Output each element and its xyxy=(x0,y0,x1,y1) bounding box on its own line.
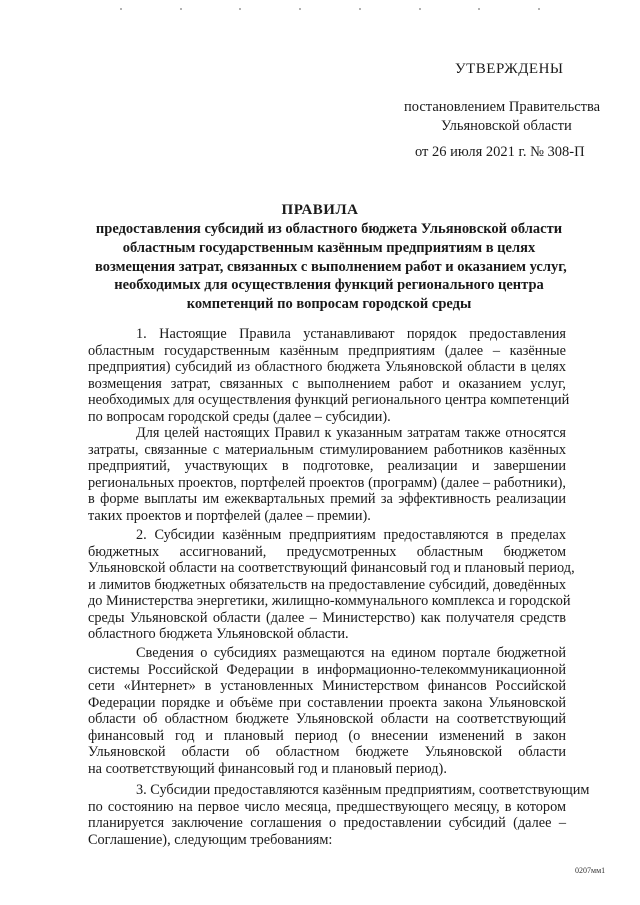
paragraph-5 xyxy=(88,782,590,848)
paragraph-line: предприятия) субсидий из областного бюджета Ульяновской области в целях xyxy=(88,359,566,375)
paragraph-line: системы Российской Федерации в информационно-телекоммуникационной xyxy=(88,661,566,678)
paragraph-line: областным государственным казённым предприятиям (далее – казённые xyxy=(88,342,566,359)
paragraph-line: необходимых для осуществления функций регионального центра компетенций xyxy=(88,392,570,408)
decree-line-3: от 26 июля 2021 г. № 308-П xyxy=(415,144,585,160)
subtitle-line: возмещения затрат, связанных с выполнением работ и оказанием услуг, xyxy=(95,258,567,275)
paragraph-line: бюджетных ассигнований, предусмотренных областным бюджетом xyxy=(88,543,566,560)
paragraph-line: сети «Интернет» в установленных Министерством финансов Российской xyxy=(88,678,566,694)
paragraph-2 xyxy=(88,425,566,524)
paragraph-line: по состоянию на первое число месяца, предшествующего месяцу, в котором xyxy=(88,798,566,815)
paragraph-line: и лимитов бюджетных обязательств на предоставление субсидий, доведённых xyxy=(88,576,566,593)
paragraph-line: Ульяновской области на соответствующий финансовый год и плановый период, xyxy=(88,560,575,576)
decree-line-1: постановлением Правительства xyxy=(404,99,601,115)
paragraph-line: планируется заключение соглашения о предоставлении субсидий (далее – xyxy=(88,815,566,831)
paragraph-line: на соответствующий финансовый год и плановый период). xyxy=(88,760,447,777)
paragraph-line: среды Ульяновской области (далее – Министерство) как получателя средств xyxy=(88,609,566,626)
document-title: ПРАВИЛА xyxy=(281,202,359,218)
paragraph-line: региональных проектов, портфелей проектов (программ) (далее – работники), xyxy=(88,474,566,491)
paragraph-line: Сведения о субсидиях размещаются на едином портале бюджетной xyxy=(136,645,566,661)
paragraph-line: Для целей настоящих Правил к указанным затратам также относятся xyxy=(136,425,566,441)
paragraph-line: возмещения затрат, связанных с выполнением работ и оказанием услуг, xyxy=(88,375,566,392)
approval-stamp-heading: УТВЕРЖДЕНЫ xyxy=(455,61,564,77)
paragraph-line: затраты, связанные с материальным стимулированием работников казённых xyxy=(88,441,566,458)
paragraph-line: до Министерства энергетики, жилищно-коммунального комплекса и городской xyxy=(88,593,571,609)
decree-line-2: Ульяновской области xyxy=(441,118,572,134)
subtitle-line: областным государственным казённым предприятиям в целях xyxy=(122,239,536,256)
scan-artifact-dots xyxy=(120,8,540,12)
paragraph-line: Федерации порядке и объёме при составлении проекта закона Ульяновской xyxy=(88,694,566,711)
subtitle-line: предоставления субсидий из областного бюджета Ульяновской области xyxy=(95,221,563,237)
paragraph-line: по вопросам городской среды (далее – субсидии). xyxy=(88,408,391,425)
paragraph-4 xyxy=(88,645,566,777)
document-subtitle xyxy=(95,220,567,314)
paragraph-line: областного бюджета Ульяновской области. xyxy=(88,626,349,642)
paragraph-line: области об областном бюджете Ульяновской области на соответствующий xyxy=(88,711,566,727)
paragraph-line: в форме выплаты им ежеквартальных премий за эффективность реализации xyxy=(88,491,566,507)
paragraph-line: 1. Настоящие Правила устанавливают порядок предоставления xyxy=(136,326,566,342)
paragraph-3 xyxy=(88,527,575,643)
subtitle-line: компетенций по вопросам городской среды xyxy=(186,296,472,313)
paragraph-line: 3. Субсидии предоставляются казённым предприятиям, соответствующим xyxy=(136,782,590,798)
paragraph-line: Соглашение), следующим требованиям: xyxy=(88,831,333,848)
paragraph-1 xyxy=(88,326,570,425)
paragraph-line: финансовый год и плановый период (о внесении изменений в закон xyxy=(88,727,566,744)
paragraph-line: Ульяновской области об областном бюджете Ульяновской области xyxy=(88,744,566,760)
paragraph-line: таких проектов и портфелей (далее – премии). xyxy=(88,507,371,524)
footer-document-code: 0207мм1 xyxy=(575,866,606,875)
paragraph-line: 2. Субсидии казённым предприятиям предоставляются в пределах xyxy=(136,527,566,543)
subtitle-line: необходимых для осуществления функций регионального центра xyxy=(114,277,544,294)
paragraph-line: предприятий, участвующих в подготовке, реализации и завершении xyxy=(88,458,566,474)
